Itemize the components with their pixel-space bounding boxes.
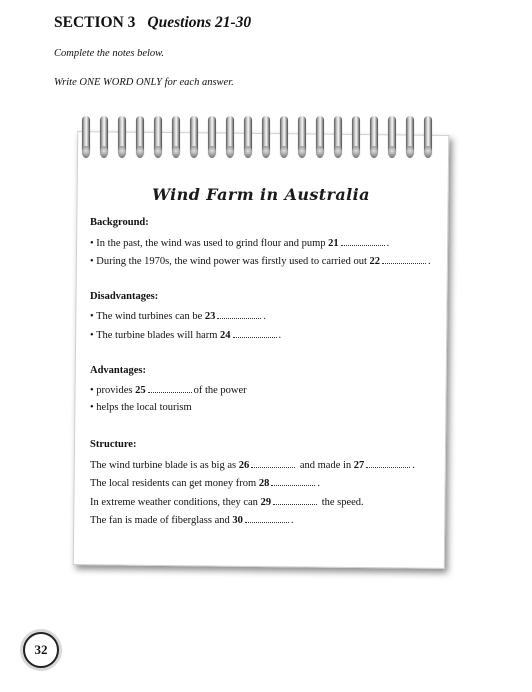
answer-blank-28[interactable] bbox=[271, 476, 315, 486]
answer-blank-23[interactable] bbox=[217, 309, 261, 319]
spiral-ring-icon bbox=[190, 116, 198, 156]
spiral-ring-icon bbox=[172, 116, 180, 156]
question-number: 26 bbox=[238, 460, 250, 471]
note-text: . bbox=[263, 311, 266, 322]
answer-blank-27[interactable] bbox=[366, 458, 410, 468]
spiral-ring-icon bbox=[388, 116, 396, 156]
spiral-ring-icon bbox=[154, 116, 162, 156]
question-number: 22 bbox=[369, 256, 381, 267]
note-tourism: • helps the local tourism bbox=[90, 402, 192, 413]
page-number-badge: 32 bbox=[23, 632, 59, 668]
note-q22 bbox=[90, 254, 431, 267]
spiral-ring-icon bbox=[82, 116, 90, 156]
spiral-ring-icon bbox=[208, 116, 216, 156]
answer-blank-25[interactable] bbox=[148, 383, 192, 393]
spiral-binding bbox=[78, 116, 448, 160]
section-heading bbox=[54, 14, 251, 32]
spiral-ring-icon bbox=[262, 116, 270, 156]
note-text: . bbox=[386, 238, 390, 249]
structure-heading: Structure: bbox=[90, 439, 137, 450]
instruction-word-limit: Write ONE WORD ONLY for each answer. bbox=[54, 77, 234, 88]
question-number: 24 bbox=[220, 330, 231, 341]
advantages-heading: Advantages: bbox=[90, 365, 147, 376]
answer-blank-26[interactable] bbox=[251, 458, 295, 468]
note-q29 bbox=[90, 495, 364, 508]
note-text: • provides bbox=[90, 385, 133, 396]
note-q23 bbox=[90, 309, 266, 322]
question-number: 21 bbox=[328, 238, 339, 249]
note-text: In extreme weather conditions, they can bbox=[90, 497, 258, 508]
note-text: • The turbine blades will harm bbox=[90, 330, 218, 341]
spiral-ring-icon bbox=[118, 116, 126, 156]
note-text: . bbox=[428, 256, 431, 267]
note-text: • The wind turbines can be bbox=[90, 311, 203, 322]
note-text: . bbox=[317, 478, 320, 489]
note-q24 bbox=[90, 328, 281, 341]
answer-blank-29[interactable] bbox=[273, 495, 317, 505]
note-text: The wind turbine blade is as big as bbox=[90, 460, 237, 471]
questions-range: Questions 21-30 bbox=[147, 14, 252, 31]
note-text: of the power bbox=[193, 385, 247, 396]
disadvantages-heading: Disadvantages: bbox=[90, 291, 159, 302]
note-q30 bbox=[90, 513, 294, 526]
question-number: 28 bbox=[258, 478, 270, 489]
answer-blank-30[interactable] bbox=[245, 513, 289, 523]
spiral-ring-icon bbox=[370, 116, 378, 156]
answer-blank-21[interactable] bbox=[341, 236, 385, 246]
spiral-ring-icon bbox=[100, 116, 108, 156]
note-text: and made in bbox=[299, 460, 352, 471]
instruction-complete-notes: Complete the notes below. bbox=[54, 48, 165, 59]
answer-blank-24[interactable] bbox=[233, 328, 277, 338]
spiral-ring-icon bbox=[280, 116, 288, 156]
spiral-ring-icon bbox=[136, 116, 144, 156]
question-number: 23 bbox=[204, 311, 216, 322]
question-number: 25 bbox=[135, 385, 146, 396]
answer-blank-22[interactable] bbox=[382, 254, 426, 264]
spiral-ring-icon bbox=[244, 116, 252, 156]
notes-title: Wind Farm in Australia bbox=[152, 185, 370, 204]
question-number: 30 bbox=[232, 515, 243, 526]
spiral-ring-icon bbox=[352, 116, 360, 156]
note-text: The fan is made of fiberglass and bbox=[90, 515, 230, 526]
note-q25 bbox=[90, 383, 247, 396]
section-label: SECTION 3 bbox=[54, 14, 136, 31]
note-text: • In the past, the wind was used to grind flour and pump bbox=[90, 238, 326, 249]
note-text: the speed. bbox=[321, 497, 364, 508]
note-text: . bbox=[412, 460, 415, 471]
spiral-ring-icon bbox=[424, 116, 432, 156]
note-q28 bbox=[90, 476, 320, 489]
note-q21 bbox=[90, 236, 389, 249]
spiral-ring-icon bbox=[406, 116, 414, 156]
note-q26-q27 bbox=[90, 458, 415, 471]
note-text: . bbox=[278, 330, 282, 341]
note-text: • During the 1970s, the wind power was firstly used to carried out bbox=[90, 256, 367, 267]
background-heading: Background: bbox=[90, 217, 149, 228]
spiral-ring-icon bbox=[334, 116, 342, 156]
spiral-ring-icon bbox=[316, 116, 324, 156]
spiral-ring-icon bbox=[226, 116, 234, 156]
note-text: . bbox=[290, 515, 294, 526]
question-number: 29 bbox=[260, 497, 272, 508]
note-text: The local residents can get money from bbox=[90, 478, 257, 489]
question-number: 27 bbox=[353, 460, 365, 471]
spiral-ring-icon bbox=[298, 116, 306, 156]
